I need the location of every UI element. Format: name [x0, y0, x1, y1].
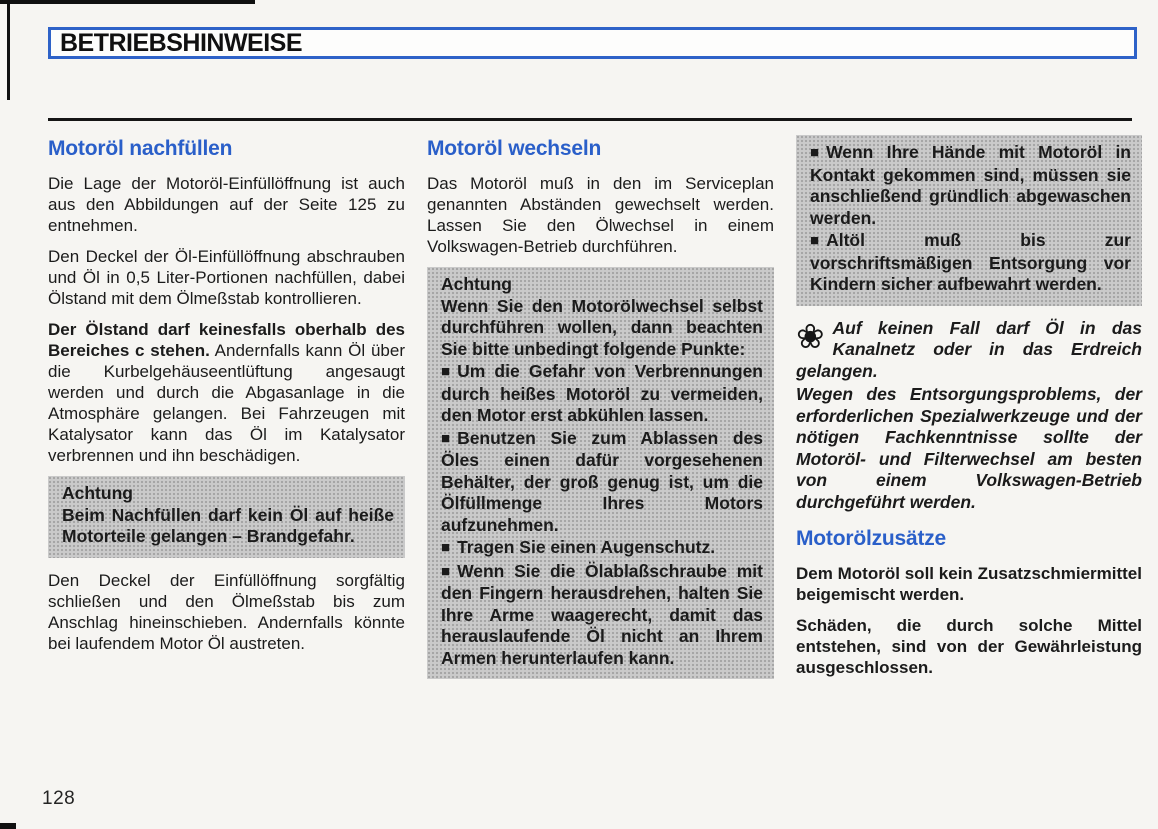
chapter-header-box — [48, 27, 1137, 59]
warning-box-hands-disposal — [796, 135, 1142, 306]
section-heading-oil-change: Motoröl wechseln — [427, 137, 602, 160]
environment-note-text: Wegen des Entsorgungsproblems, der erforderlichen Spezialwerkzeuge und der nötigen Fachkenntnisse sollte der Motoröl- und Filterwechsel am besten von einem Volkswagen-Betrieb durchgeführt werden. — [796, 384, 1142, 512]
section-heading-oil-refill: Motoröl nachfüllen — [48, 137, 233, 160]
paragraph: Den Deckel der Öl-Einfüllöffnung abschrauben und Öl in 0,5 Liter-Portionen nachfüllen, dabei Ölstand mit dem Ölmeßstab kontrollieren. — [48, 247, 405, 308]
warning-box-text: Beim Nachfüllen darf kein Öl auf heiße Motorteile gelangen – Brandgefahr. — [62, 504, 394, 546]
bullet-square-icon: ■ — [441, 429, 451, 447]
flower-environment-icon: ❀ — [796, 317, 825, 356]
bullet-square-icon: ■ — [810, 144, 820, 161]
bullet-square-icon: ■ — [441, 539, 451, 556]
scan-artifact-bottom-mark — [0, 823, 16, 829]
warning-item-text: Um die Gefahr von Verbrennungen durch heißes Motoröl zu vermeiden, den Motor erst abkühlen lassen. — [441, 361, 763, 425]
warning-list-item — [441, 537, 763, 560]
warning-list-item — [441, 428, 763, 537]
bullet-square-icon: ■ — [810, 232, 820, 249]
environment-note-text: Auf keinen Fall darf Öl in das Kanalnetz oder in das Erdreich gelangen. — [796, 317, 1142, 381]
paragraph: Die Lage der Motoröl-Einfüllöffnung ist auch aus den Abbildungen auf der Seite 125 zu entnehmen. — [48, 174, 405, 235]
paragraph — [48, 319, 405, 466]
bullet-square-icon: ■ — [441, 363, 451, 380]
environment-note — [796, 318, 1142, 514]
paragraph: Den Deckel der Einfüllöffnung sorgfältig schließen und den Ölmeßstab bis zum Anschlag hineinschieben. Andernfalls könnte bei laufendem Motor Öl austreten. — [48, 570, 405, 653]
warning-list-item — [441, 561, 763, 670]
warning-box-refill — [48, 476, 405, 558]
column-oil-change — [427, 135, 774, 691]
warning-list-item — [441, 361, 763, 427]
bullet-square-icon: ■ — [441, 562, 451, 580]
content-columns — [48, 135, 1142, 691]
header-divider-rule — [48, 118, 1132, 121]
section-heading-oil-additives: Motorölzusätze — [796, 527, 947, 550]
chapter-title: BETRIEBSHINWEISE — [60, 28, 303, 57]
paragraph-rest: Andernfalls kann Öl über die Kurbelgehäuseentlüftung angesaugt werden und durch die Abgasanlage in die Atmosphäre gelangen. Bei Fahrzeugen mit Katalysator kann das Öl im Katalysator verbrennen und ihn beschädigen. — [48, 341, 405, 465]
warning-box-intro: Wenn Sie den Motorölwechsel selbst durchführen wollen, dann beachten Sie bitte unbedingt folgende Punkte: — [441, 295, 763, 359]
warning-list-item — [810, 230, 1131, 296]
column-disposal-additives — [796, 135, 1142, 691]
column-oil-refill — [48, 135, 405, 691]
warning-list-item — [810, 142, 1131, 229]
paragraph-bold: Schäden, die durch solche Mittel entstehen, sind von der Gewährleistung ausgeschlossen. — [796, 616, 1142, 677]
paragraph-bold-lead: Der Ölstand darf keinesfalls oberhalb des Bereiches c stehen. — [48, 320, 405, 360]
warning-item-text: Benutzen Sie zum Ablassen des Öles einen dafür vorgesehenen Behälter, der groß genug ist, um die Ölfüllmenge Ihres Motors aufzunehmen. — [441, 427, 763, 535]
warning-item-text: Wenn Ihre Hände mit Motoröl in Kontakt gekommen sind, müssen sie anschließend gründlich abgewaschen werden. — [810, 142, 1131, 228]
paragraph-bold: Dem Motoröl soll kein Zusatzschmiermittel beigemischt werden. — [796, 564, 1142, 604]
warning-box-oil-change — [427, 267, 774, 679]
warning-box-title: Achtung — [62, 483, 133, 503]
warning-item-text: Wenn Sie die Ölablaßschraube mit den Fingern herausdrehen, halten Sie Ihre Arme waagerecht, damit das herauslaufende Öl nicht an Ihrem Armen herunterlaufen kann. — [441, 560, 763, 668]
paragraph: Das Motoröl muß in den im Serviceplan genannten Abständen gewechselt werden. Lassen Sie den Ölwechsel in einem Volkswagen-Betrieb durchführen. — [427, 174, 774, 256]
warning-box-title: Achtung — [441, 274, 512, 294]
scan-artifact-top-line — [0, 0, 255, 4]
scan-artifact-left-line — [7, 0, 10, 100]
warning-item-text: Tragen Sie einen Augenschutz. — [457, 537, 716, 557]
warning-item-text: Altöl muß bis zur vorschriftsmäßigen Entsorgung vor Kindern sicher aufbewahrt werden. — [810, 230, 1131, 294]
page-number: 128 — [42, 788, 76, 809]
